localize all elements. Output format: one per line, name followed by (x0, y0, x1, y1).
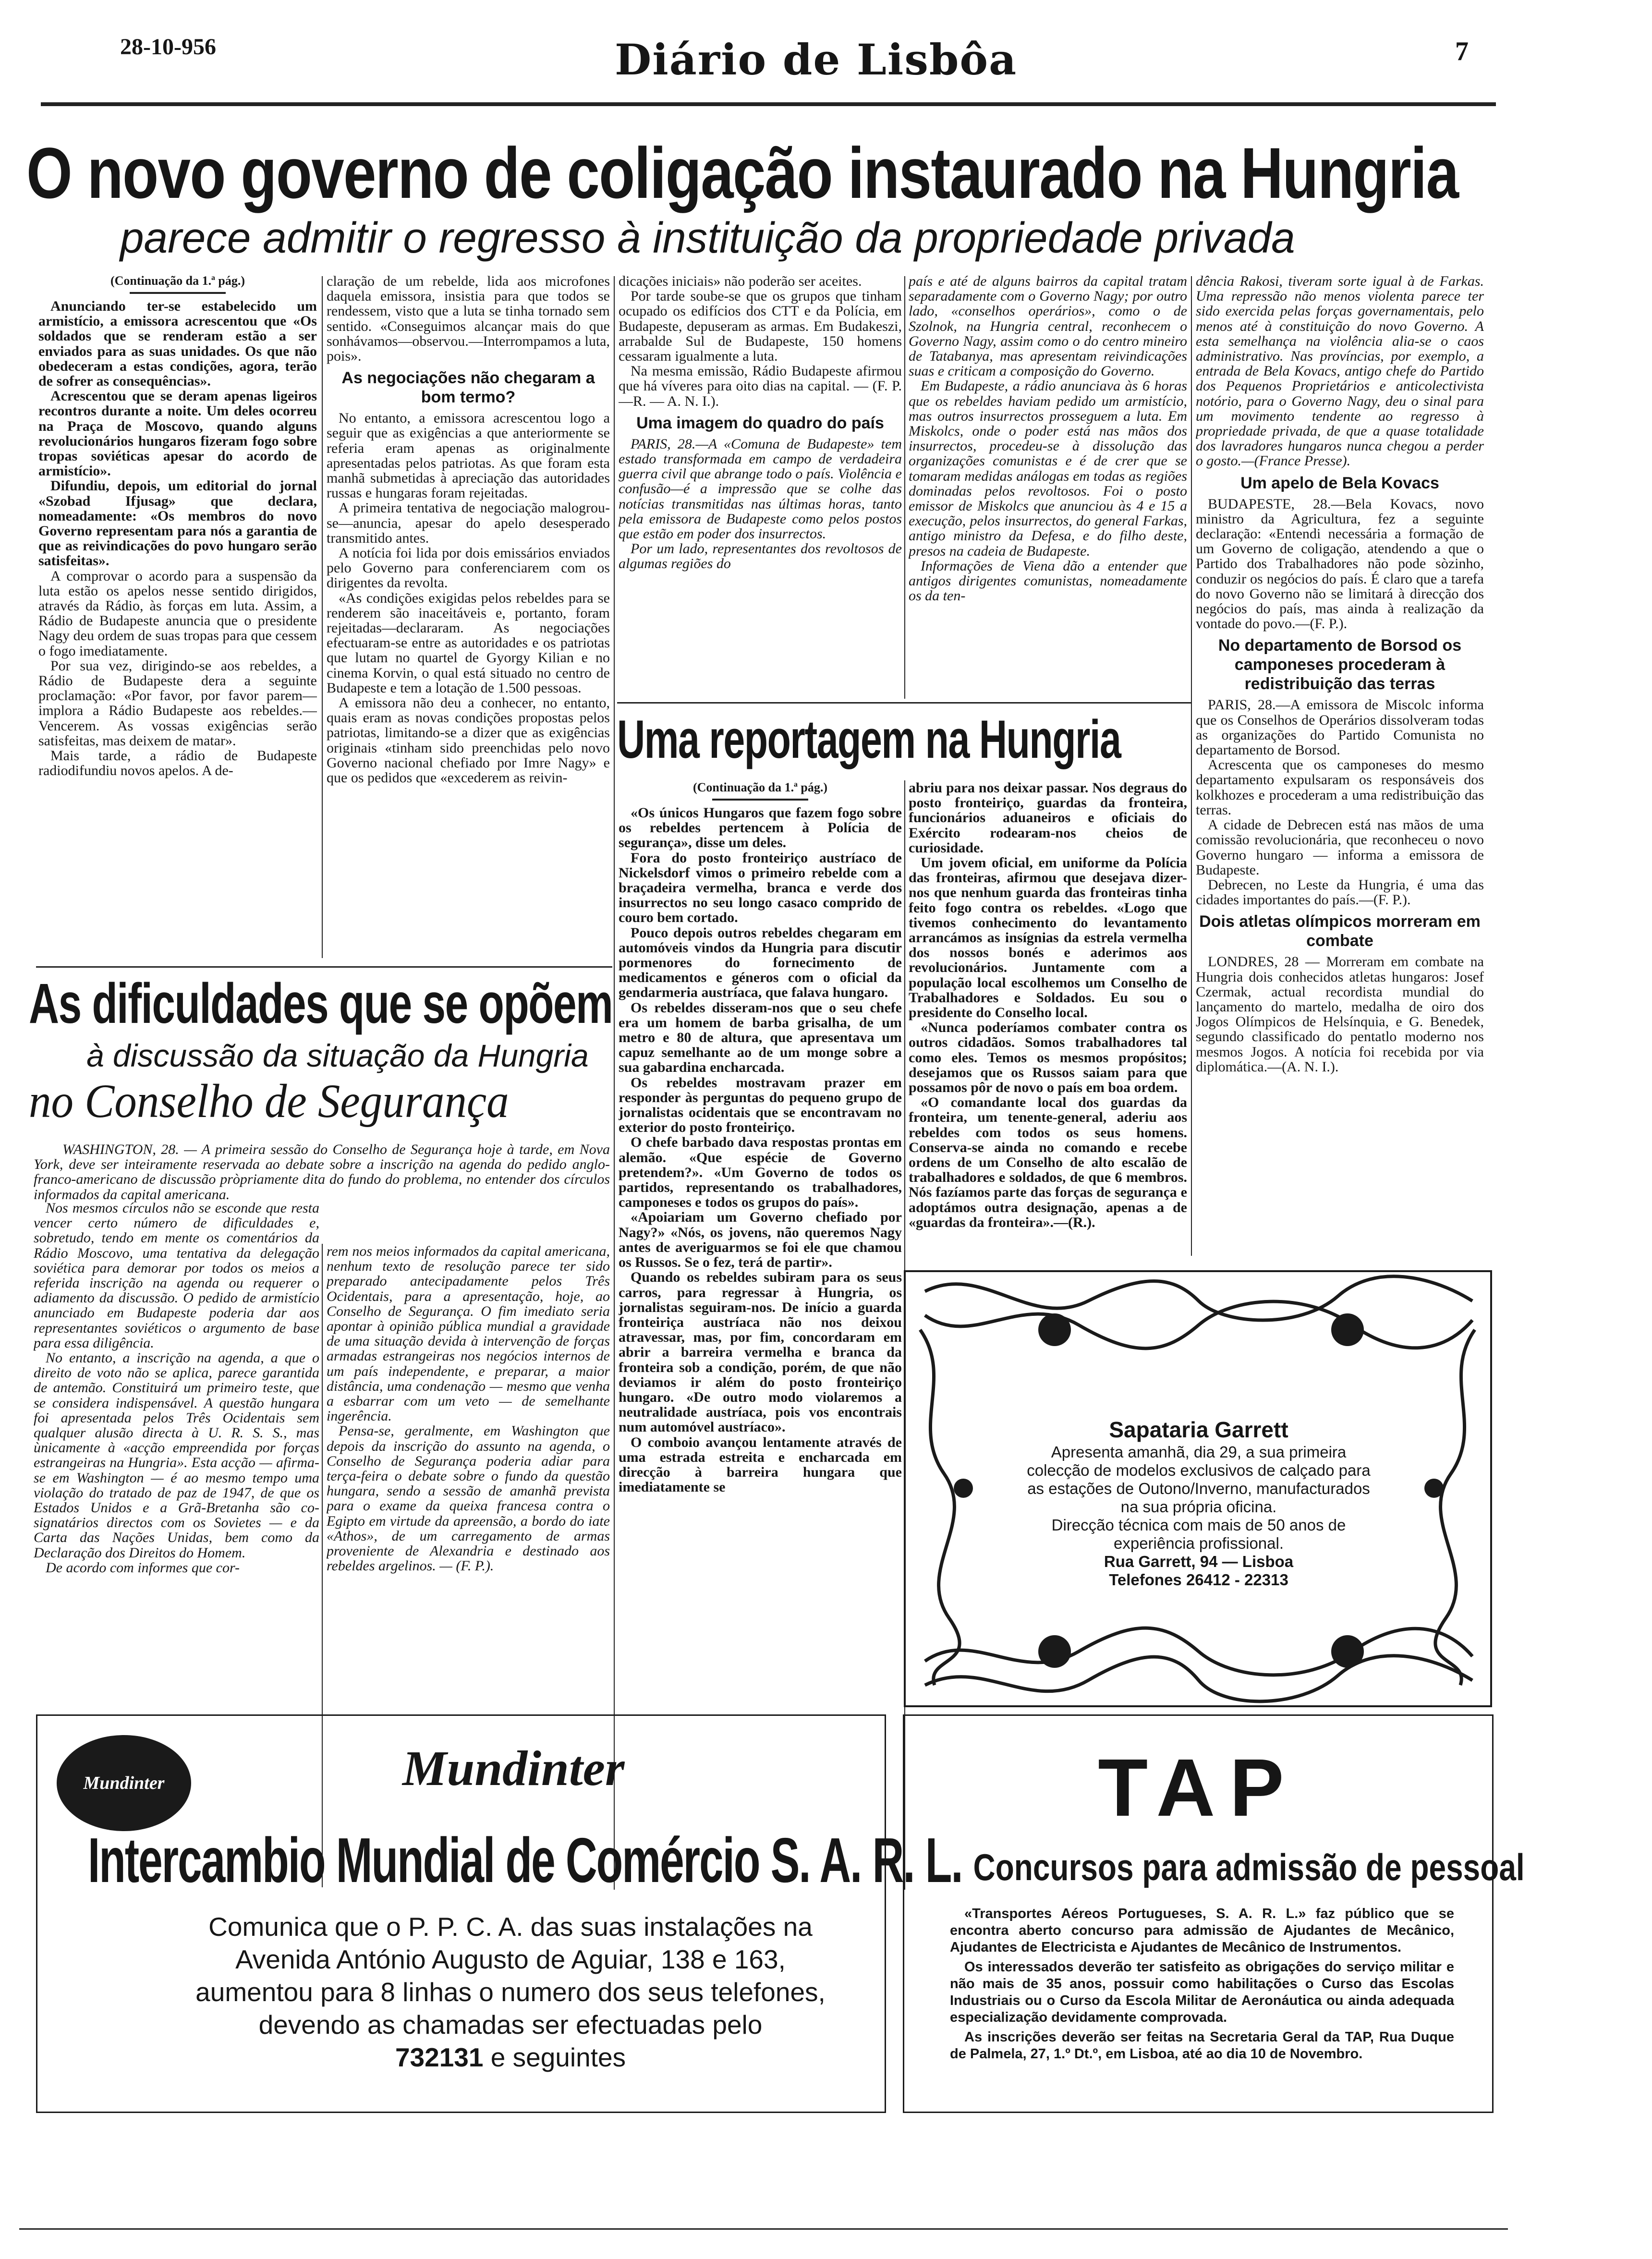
paragraph: Pensa-se, geralmente, em Washington que depois da inscrição do assunto na agenda, o Conselho de Segurança poderia adiar para terça-feira o debate sobre o fundo da questão hungara, sendo a sessão de amanhã prevista para o exame da queixa francesa contra o Egipto em virtude da apreensão, a bordo do iate «Athos», de um carregamento de armas proveniente de Alexandria e destinado aos rebeldes argelinos. — (F. P.). (327, 1423, 610, 1574)
store-phones: Telefones 26412 - 22313 (1109, 1571, 1288, 1589)
paragraph: Quando os rebeldes subiram para os seus carros, para regressar à Hungria, os jornalistas seguiram-nos. De início a guarda fronteiriça austríaca não nos deixou atravessar, mas, por fim, concordaram em abrir a barreira vermelha e branca da fronteira sob a condição, porém, de que não deviamos ir além do posto fronteiriço hungaro. «De outro modo violaremos a neutralidade austríaca, pois vos encontrais num automóvel austríaco». (619, 1269, 902, 1435)
paragraph: Por sua vez, dirigindo-se aos rebeldes, a Rádio de Budapeste dera a seguinte proclamação: «Por favor, por favor parem—implora a Rádio Budapeste aos rebeldes.—Vencerem. As vossas exigências serão satisfeitas, mas deixem de matar». (38, 657, 317, 749)
column-2 (327, 274, 610, 960)
main-headline: O novo governo de coligação instaurado na Hungria (26, 133, 1458, 213)
newspaper-title: Diário de Lisbôa (615, 35, 1018, 85)
paragraph: rem nos meios informados da capital americana, nenhum texto de resolução parece ter sido preparado antecipadamente pelos Três Ocidentais, para a apresentação, hoje, ao Conselho de Segurança. O fim imediato seria apontar à opinião pública mundial a gravidade de uma situação devida à intervenção de forças armadas estrangeiras nos negócios internos de um país independente, e preparar, a maior distância, uma condenação — mesmo que venha a esbarrar com um veto — de semelhante ingerência. (327, 1244, 610, 1424)
paragraph: LONDRES, 28 — Morreram em combate na Hungria dois conhecidos atletas hungaros: Josef Czermak, actual recordista mundial do lançamento do martelo, medalha de oiro dos Jogos Olímpicos de Helsínquia, e G. Benedek, segundo classificado do pentatlo moderno nos mesmos Jogos. A notícia foi recebida por via diplomática.—(A. N. I.). (1196, 954, 1484, 1075)
store-name: Sapataria Garrett (1109, 1417, 1288, 1442)
garrett-advertisement (904, 1270, 1492, 1707)
continuation-note: (Continuação da 1.ª pág.) (692, 780, 828, 794)
paragraph: No entanto, a emissora acrescentou logo a seguir que as exigências a que anteriormente se referia eram apenas as originalmente apresentadas pelos patriotas. As que foram esta manhã submetidas à apreciação das autoridades russas e hungaras foram rejeitadas. (327, 410, 610, 501)
column-1 (38, 274, 317, 960)
section-rule (617, 702, 1191, 704)
column-4 (909, 274, 1187, 706)
mundinter-brand: Mundinter (402, 1741, 625, 1796)
paragraph: Os rebeldes mostravam prazer em responder às perguntas do pequeno grupo de jornalistas ocidentais que se encontravam no exterior do posto fronteiriço. (619, 1074, 902, 1136)
column-divider (614, 276, 615, 1890)
page-number: 7 (1455, 36, 1469, 66)
ad-body-2: Direcção técnica com mais de 50 anos de experiência profissional. (1051, 1516, 1346, 1552)
paragraph: A primeira tentativa de negociação malogrou-se—anuncia, apesar do apelo desesperado transmitido antes. (327, 500, 610, 546)
paragraph: Debrecen, no Leste da Hungria, é uma das cidades importantes do país.—(F. P.). (1196, 876, 1484, 908)
tap-body (950, 1906, 1454, 2063)
paragraph: Por um lado, representantes dos revoltosos de algumas regiões do (619, 541, 902, 572)
paragraph: Informações de Viena dão a entender que antigos dirigentes comunistas, nomeadamente os da ten- (909, 558, 1187, 604)
paragraph: Pouco depois outros rebeldes chegaram em automóveis vindos da Hungria para discutir pormenores do fornecimento de medicamentos e géneros com o oficial da gendarmeria austríaca, que falava hungaro. (619, 924, 902, 1001)
paragraph: PARIS, 28.—A emissora de Miscolc informa que os Conselhos de Operários dissolveram todas as organizações do Partido Comunista no departamento de Borsod. (1196, 697, 1484, 758)
continuation-note: (Continuação da 1.ª pág.) (110, 274, 245, 288)
paragraph: Mais tarde, a rádio de Budapeste radiodifundiu novos apelos. A de- (38, 748, 317, 779)
main-subhead: parece admitir o regresso à instituição da propriedade privada (120, 214, 1295, 262)
column-3 (619, 274, 902, 706)
paragraph: Por tarde soube-se que os grupos que tinham ocupado os edifícios dos CTT e da Polícia, em Budapeste, depuseram as armas. Em Budakeszi, arrabalde Sul de Budapeste, 150 homens cessaram igualmente a luta. (619, 288, 902, 364)
paragraph: claração de um rebelde, lida aos microfones daquela emissora, insistia para que todos se rendessem, visto que a luta se tinha tornado sem sentido. «Conseguimos alcançar mais do que sonhávamos—observou.—Interrompamos a luta, pois». (327, 274, 610, 364)
column-divider (1191, 276, 1192, 1256)
paragraph: Acrescentou que se deram apenas ligeiros recontros durante a noite. Um deles ocorreu na Praça de Moscovo, quando alguns revolucionários hungaros fizeram fogo sobre tropas soviéticas apesar do acordo de armistício». (38, 388, 317, 479)
paragraph: O comboio avançou lentamente através de uma estrada estreita e encharcada em direcção à barreira hungara que imediatamente se (619, 1434, 902, 1495)
paragraph: «As condições exigidas pelos rebeldes para se renderem são inaceitáveis e, portanto, foram rejeitadas—declararam. As negociações efectuaram-se entre as autoridades e os patriotas que lutam no quartel de Gyorgy Kilian e no cinema Korvin, o qual está situado no centro de Budapeste e tem a lotação de 1.500 pessoas. (327, 590, 610, 696)
security-council-headline: As dificuldades que se opõem (29, 972, 613, 1035)
paragraph: No entanto, a inscrição na agenda, a que o direito de voto não se aplica, parece garantida de antemão. Constituirá um primeiro teste, que se considera indispensável. A questão hungara foi apresentada pelos Três Ocidentais sem qualquer alusão directa à U. R. S. S., mas ùnicamente à «acção empreendida por forças estrangeiras na Hungria». Esta acção — afirma-se em Washington — é ao mesmo tempo uma violação do tratado de paz de 1947, de que os Estados Unidos e a Grã-Bretanha são co-signatários directos com os Sovietes — e da Carta das Nações Unidas, bem como da Declaração dos Direitos do Homem. (34, 1350, 319, 1561)
paragraph: Na mesma emissão, Rádio Budapeste afirmou que há víveres para oito dias na capital. — (F. P.—R. — A. N. I.). (619, 363, 902, 409)
paragraph: Em Budapeste, a rádio anunciava às 6 horas que os rebeldes haviam pedido um armistício, mas outros insurrectos prosseguem a luta. Em Miskolcs, onde o poder está nas mãos dos insurrectos, procedeu-se à dissolução das organizações comunistas e é de crer que se tomaram medidas análogas em todas as regiões dominadas pelos revoltosos. Foi o posto emissor de Miskolcs que anunciou às 4 e 15 a execução, pelos insurrectos, do general Farkas, antigo ministro da Defesa, e do filho deste, presos na cadeia de Budapeste. (909, 378, 1187, 559)
mundinter-phone-suffix: e seguintes (490, 2042, 626, 2072)
column-5 (1196, 274, 1484, 1253)
paragraph: Um jovem oficial, em uniforme da Polícia das fronteiras, afirmou que desejava dizer-nos que nenhum guarda das fronteiras tinha feito fogo contra os rebeldes. «Logo que tivemos conhecimento do levantamento arrancámos as insígnias da estrela vermelha dos nossos bonés e aderimos aos revolucionários. Juntamente com a população local escolhemos um Conselho de Trabalhadores e Soldados. Eu sou o presidente do Conselho local. (909, 855, 1187, 1021)
mundinter-advertisement (36, 1714, 962, 2113)
issue-date: 28-10-956 (120, 34, 216, 60)
mundinter-logo (57, 1735, 191, 1831)
paragraph: «Nunca poderíamos combater contra os outros cidadãos. Somos trabalhadores tal como eles. Temos os mesmos propósitos; desejamos que os Russos saiam para que possamos pôr de novo o país em boa ordem. (909, 1020, 1187, 1096)
paragraph: De acordo com informes que cor- (46, 1559, 240, 1576)
tap-logo: TAP (1098, 1742, 1299, 1834)
bottom-rule (19, 2228, 1508, 2230)
paragraph: «Transportes Aéreos Portugueses, S. A. R. L.» faz público que se encontra aberto concurso para admissão de Ajudantes de Mecânico, Ajudantes de Electricista e Ajudantes de Mecânico de Instrumentos. (950, 1906, 1454, 1955)
paragraph: Fora do posto fronteiriço austríaco de Nickelsdorf vimos o primeiro rebelde com a braçadeira vermelha, branca e verde dos insurrectos no seu longo casaco comprido de couro bem cortado. (619, 850, 902, 926)
section-subheading: Dois atletas olímpicos morreram em combate (1199, 912, 1481, 950)
mundinter-company: Intercambio Mundial de Comércio S. A. R. L. (88, 1825, 962, 1895)
ad-body: Apresenta amanhã, dia 29, a sua primeira colecção de modelos exclusivos de calçado para as estações de Outono/Inverno, manufacturados na sua própria oficina. (1027, 1443, 1371, 1516)
mundinter-logo-text: Mundinter (83, 1773, 165, 1793)
section-subheading: Um apelo de Bela Kovacs (1240, 474, 1439, 492)
paragraph: «O comandante local dos guardas da fronteira, um tenente-general, aderiu aos rebeldes com todos os seus homens. Conserva-se ainda no comando e recebe ordens de um Conselho de alto escalão de trabalhadores e soldados, de que 6 membros. Nós fazíamos parte das forças de segurança e adoptámos outra designação, apenas a de «guardas da fronteira».—(R.). (909, 1094, 1187, 1230)
paragraph: PARIS, 28.—A «Comuna de Budapeste» tem estado transformada em campo de verdadeira guerra civil que abrange todo o país. Violência e confusão—é a impressão que se colhe das notícias transmitidas nas últimas horas, tanto pela emissora de Budapeste como pelos postos que estão em poder dos insurrectos. (619, 436, 902, 542)
paragraph: A comprovar o acordo para a suspensão da luta estão os apelos nesse sentido dirigidos, através da Rádio, às forças em luta. Assim, a Rádio de Budapeste anuncia que o presidente Nagy deu ordem de suas tropas para que cessem o fogo imediatamente. (38, 568, 317, 659)
garrett-text-panel (992, 1416, 1405, 1589)
paragraph: O chefe barbado dava respostas prontas em alemão. «Que espécie de Governo pretendem?». «Um Governo de todos os partidos, representando os trabalhadores, camponeses e todos os grupos do país». (619, 1134, 902, 1211)
paragraph: Anunciando ter-se estabelecido um armistício, a emissora acrescentou que «Os soldados que se renderam estão a ser enviados para as suas unidades. Os que não obedeceram a estas condições, agora, terão de sofrer as consequências». (38, 298, 317, 389)
divider (130, 292, 226, 294)
paragraph: dência Rakosi, tiveram sorte igual à de Farkas. Uma repressão não menos violenta parece ter sido exercida pelas forças governamentais, pelo menos até à constituição do novo Governo. A esta semelhança na violência alia-se o caos administrativo. Nas províncias, por exemplo, a entrada de Bela Kovacs, antigo chefe do Partido dos Pequenos Proprietários e anticolectivista notório, para o Governo Nagy, deu o sinal para um movimento tendente ao regresso à propriedade privada, de que a quase totalidade dos lavradores hungaros nunca chegou a perder o gosto.—(France Presse). (1196, 274, 1484, 469)
security-council-subhead-1: à discussão da situação da Hungria (86, 1038, 589, 1073)
section-subheading: As negociações não chegaram a bom termo? (341, 369, 595, 407)
mundinter-phone: 732131 (395, 2042, 484, 2072)
paragraph: país e até de alguns bairros da capital tratam separadamente com o Governo Nagy; por outro lado, «conselhos operários», como o de Szolnok, na Hungria central, reconhecem o Governo Nagy, assim como o do centro mineiro de Tatabanya, mas apresentam reivindicações suas e criticam a composição do Governo. (909, 274, 1187, 379)
tap-headline: Concursos para admissão de pessoal (973, 1846, 1525, 1888)
paragraph: «Os únicos Hungaros que fazem fogo sobre os rebeldes pertencem à Polícia de segurança», disse um deles. (619, 805, 902, 851)
masthead-rule (41, 102, 1496, 106)
paragraph: Difundiu, depois, um editorial do jornal «Szobad Ifjusag» que declara, nomeadamente: «Os membros do novo Governo representam para nós a garantia de que as reivindicações do povo hungaro serão satisfeitas». (38, 478, 317, 569)
column-divider (904, 276, 905, 699)
tap-advertisement (903, 1714, 1525, 2113)
paragraph: A emissora não deu a conhecer, no entanto, quais eram as novas condições propostas pelos patriotas, limitando-se a dizer que as exigências originais «tinham sido preenchidas pelo novo Governo nacional chefiado por Imre Nagy» e que os pedidos que «excederem as reivin- (327, 695, 610, 786)
section-rule (36, 966, 612, 968)
paragraph: A notícia foi lida por dois emissários enviados pelo Governo para conferenciarem com os dirigentes da revolta. (327, 545, 610, 591)
security-council-subhead-2: no Conselho de Segurança (29, 1074, 509, 1128)
store-address: Rua Garrett, 94 — Lisboa (1104, 1553, 1294, 1570)
paragraph: Acrescenta que os camponeses do mesmo departamento expulsaram os responsáveis dos kolkhozes e procederam a uma redistribuição das terras. (1196, 757, 1484, 818)
paragraph: abriu para nos deixar passar. Nos degraus do posto fronteiriço, guardas da fronteira, funcionários aduaneiros e oficiais do Exército rodearam-nos cheios de curiosidade. (909, 780, 1187, 856)
reportagem-column-2 (909, 780, 1187, 1261)
column-divider (322, 276, 323, 958)
paragraph: As inscrições deverão ser feitas na Secretaria Geral da TAP, Rua Duque de Palmela, 27, 1.º Dt.º, em Lisboa, até ao dia 10 de Novembro. (950, 2029, 1454, 2062)
section-subheading: No departamento de Borsod os camponeses procederam à redistribuição das terras (1218, 636, 1462, 693)
mundinter-body-text: Comunica que o P. P. C. A. das suas instalações na Avenida António Augusto de Aguiar, 138 e 163, aumentou para 8 linhas o numero dos seus telefones, devendo as chamadas ser efectuadas pelo (195, 1912, 826, 2040)
reportagem-headline: Uma reportagem na Hungria (617, 709, 1121, 769)
section-subheading: Uma imagem do quadro do país (636, 413, 884, 432)
paragraph: WASHINGTON, 28. — A primeira sessão do Conselho de Segurança hoje à tarde, em Nova York, deve ser inteiramente reservada ao debate sobre a inscrição na agenda do pedido anglo-franco-americano de discussão pròpriamente dita do fundo do problema, no entender dos círculos informados da capital americana. (34, 1142, 610, 1202)
masthead (0, 0, 1652, 125)
paragraph: Nos mesmos círculos não se esconde que resta vencer certo número de dificuldades e, sobretudo, tendo em mente os comentários da Rádio Moscovo, uma tentativa da delegação soviética para demorar por todos os meios a referida inscrição na agenda ou requerer o adiamento da discussão. O pedido de armistício anunciado em Budapeste poderia dar aos representantes soviéticos o argumento de base para essa diligência. (34, 1201, 319, 1351)
paragraph: Os rebeldes disseram-nos que o seu chefe era um homem de barba grisalha, de um metro e 80 de altura, que apresentava um capuz semelhante ao de um monge sobre a sua gabardina encharcada. (619, 999, 902, 1076)
paragraph: dicações iniciais» não poderão ser aceites. (619, 274, 862, 289)
paragraph: Os interessados deverão ter satisfeito as obrigações do serviço militar e não mais de 35 anos, possuir como habilitações o Curso das Escolas Industriais ou o Curso da Escola Militar de Aeronáutica ou ainda adequada especialização devidamente comprovada. (950, 1959, 1454, 2025)
mundinter-body (194, 1910, 827, 2074)
paragraph: BUDAPESTE, 28.—Bela Kovacs, novo ministro da Agricultura, fez a seguinte declaração: «Entendi necessária a formação de um Governo de coligação, atendendo a que o Partido dos Trabalhadores não pode sòzinho, conduzir os negócios do país. É claro que a tarefa do novo Governo não se limitará à direcção dos negócios do país, mas ainda à realização da vontade do povo.—(F. P.). (1196, 496, 1484, 632)
paragraph: A cidade de Debrecen está nas mãos de uma comissão revolucionária, que reconheceu o novo Governo hungaro — informa a emissora de Budapeste. (1196, 817, 1484, 878)
divider (712, 799, 808, 801)
paragraph: «Apoiariam um Governo chefiado por Nagy?» «Nós, os jovens, não queremos Nagy antes de averiguarmos se foi ele que chamou os Russos. Se o fez, terá de partir». (619, 1209, 902, 1271)
